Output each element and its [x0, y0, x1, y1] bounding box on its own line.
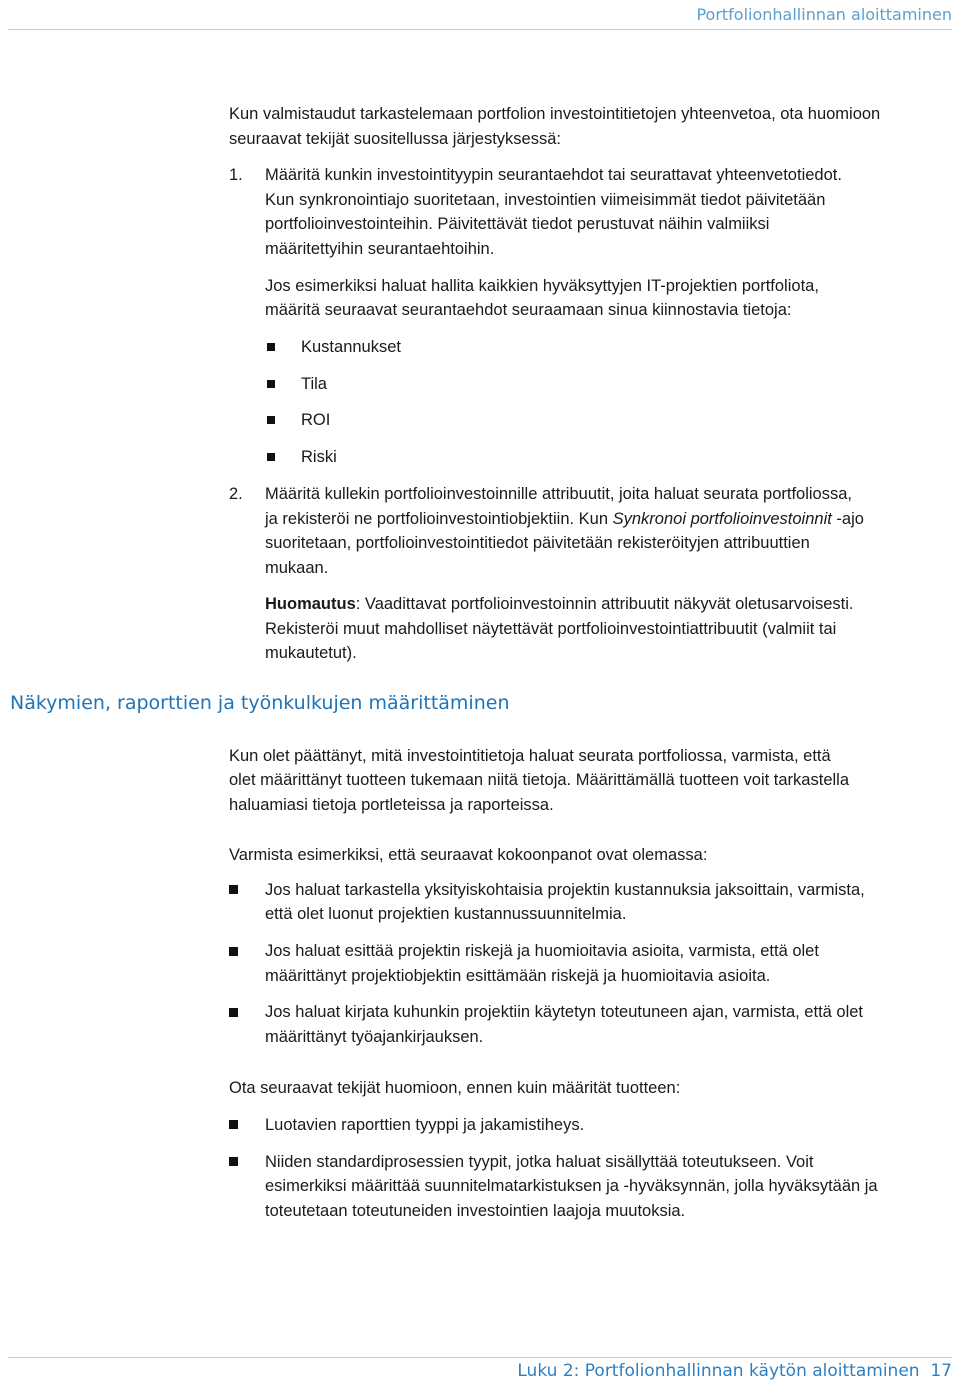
note-line-3: mukautetut).: [265, 644, 357, 662]
tracking-item: Tila: [301, 375, 327, 393]
factor-bullet-2-line-2: esimerkiksi määrittää suunnitelmatarkistuksen ja -hyväksynnän, jolla hyväksytään ja: [265, 1177, 878, 1195]
step-2-line-2-end: -ajo: [831, 510, 864, 528]
step-1-line-2: Kun synkronointiajo suoritetaan, investointien viimeisimmät tiedot päivitetään: [265, 191, 826, 209]
bullet-icon: [229, 1157, 238, 1166]
section-para-1-line-3: haluamiasi tietoja portleteissa ja raporteissa.: [229, 796, 554, 814]
config-bullet-2-line-2: määrittänyt projektiobjektin esittämään riskejä ja huomioitavia asioita.: [265, 967, 771, 985]
tracking-item: Riski: [301, 448, 337, 466]
config-bullet-3-line-1: Jos haluat kirjata kuhunkin projektiin käytetyn toteutuneen ajan, varmista, että olet: [265, 1003, 864, 1021]
bullet-icon: [267, 343, 275, 351]
section-para-1-line-1: Kun olet päättänyt, mitä investointitietoja haluat seurata portfoliossa, varmista, että: [229, 747, 831, 765]
note-line-2: Rekisteröi muut mahdolliset näytettävät portfolioinvestointiattribuutit (valmiit tai: [265, 620, 837, 638]
section-para-2: Varmista esimerkiksi, että seuraavat kokoonpanot ovat olemassa:: [229, 846, 708, 864]
note-line-1: [265, 592, 853, 617]
step-2-number: 2.: [229, 485, 243, 503]
bullet-icon: [229, 1008, 238, 1017]
config-bullet-1-line-1: Jos haluat tarkastella yksityiskohtaisia projektin kustannuksia jaksoittain, varmista,: [265, 881, 865, 899]
bullet-icon: [267, 416, 275, 424]
step-2-line-2: [265, 507, 864, 532]
factor-bullet-2-line-1: Niiden standardiprosessien tyypit, jotka haluat sisällyttää toteutukseen. Voit: [265, 1153, 814, 1171]
step-1-line-4: määritettyihin seurantaehtoihin.: [265, 240, 495, 258]
note-text: : Vaadittavat portfolioinvestoinnin attribuutit näkyvät oletusarvoisesti.: [355, 595, 854, 613]
factor-bullet-2-line-3: toteutetaan toteutuneiden investointien laajoja muutoksia.: [265, 1202, 686, 1220]
step-1-example-line-2: määritä seuraavat seurantaehdot seuraamaan sinua kiinnostavia tietoja:: [265, 301, 792, 319]
section-para-1-line-2: olet määrittänyt tuotteen tukemaan niitä tietoja. Määrittämällä tuotteen voit tarkastella: [229, 771, 849, 789]
footer-divider: [8, 1357, 952, 1358]
tracking-item: ROI: [301, 411, 331, 429]
section-para-3: Ota seuraavat tekijät huomioon, ennen kuin määrität tuotteen:: [229, 1079, 681, 1097]
step-1-line-3: portfolioinvestointeihin. Päivitettävät tiedot perustuvat näihin valmiiksi: [265, 215, 770, 233]
header-divider: [8, 29, 952, 30]
bullet-icon: [267, 380, 275, 388]
intro-paragraph: Kun valmistaudut tarkastelemaan portfolion investointitietojen yhteenvetoa, ota huomioon seuraavat tekijät suositellussa järjestyksessä:: [229, 105, 881, 148]
bullet-icon: [267, 453, 275, 461]
step-2-line-2-start: ja rekisteröi ne portfolioinvestointiobjektiin. Kun: [265, 510, 613, 528]
bullet-icon: [229, 885, 238, 894]
page-footer: Luku 2: Portfolionhallinnan käytön aloittaminen 17: [517, 1361, 952, 1381]
step-2-line-4: mukaan.: [265, 559, 329, 577]
bullet-icon: [229, 947, 238, 956]
step-2-line-3: suoritetaan, portfolioinvestointitiedot päivitetään rekisteröityjen attribuuttien: [265, 534, 810, 552]
bullet-icon: [229, 1120, 238, 1129]
step-1-number: 1.: [229, 166, 243, 184]
running-header: Portfolionhallinnan aloittaminen: [696, 5, 952, 24]
note-label: Huomautus: [265, 595, 356, 613]
section-heading: Näkymien, raporttien ja työnkulkujen määrittäminen: [10, 692, 510, 714]
tracking-item: Kustannukset: [301, 338, 401, 356]
factor-bullet-1: Luotavien raporttien tyyppi ja jakamistiheys.: [265, 1116, 585, 1134]
step-1-example-line-1: Jos esimerkiksi haluat hallita kaikkien hyväksyttyjen IT-projektien portfoliota,: [265, 277, 819, 295]
step-2-line-1: Määritä kullekin portfolioinvestoinnille attribuutit, joita haluat seurata portfoliossa,: [265, 485, 852, 503]
config-bullet-1-line-2: että olet luonut projektien kustannussuunnitelmia.: [265, 905, 627, 923]
step-1-line-1: Määritä kunkin investointityypin seurantaehdot tai seurattavat yhteenvetotiedot.: [265, 166, 842, 184]
sync-job-name: Synkronoi portfolioinvestoinnit: [612, 510, 832, 528]
config-bullet-2-line-1: Jos haluat esittää projektin riskejä ja huomioitavia asioita, varmista, että olet: [265, 942, 819, 960]
config-bullet-3-line-2: määrittänyt työajankirjauksen.: [265, 1028, 484, 1046]
